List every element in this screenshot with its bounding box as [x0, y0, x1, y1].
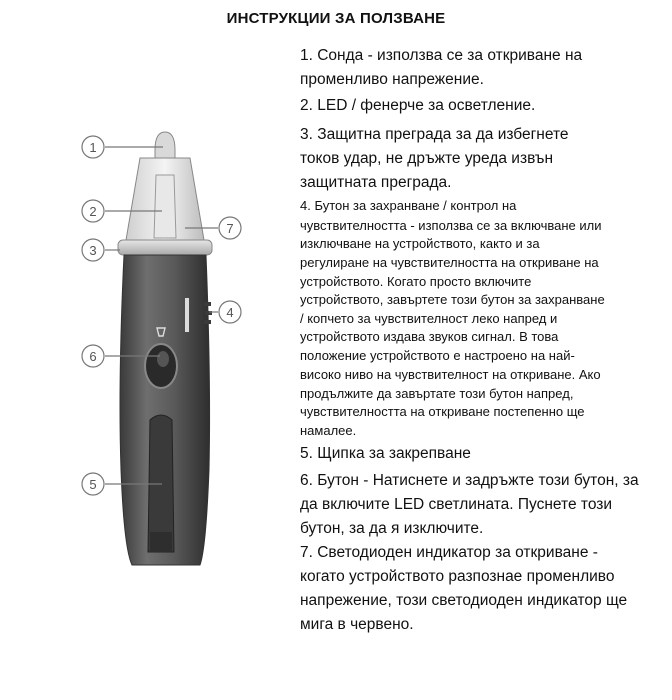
instruction-line: 1. Сонда - използва се за откриване на — [300, 47, 583, 64]
svg-text:1: 1 — [89, 140, 97, 155]
svg-text:4: 4 — [226, 305, 234, 320]
instruction-line: / копчето за чувствителност леко напред и — [300, 311, 558, 326]
svg-text:6: 6 — [89, 349, 97, 364]
instruction-line: мига в червено. — [300, 616, 414, 633]
led-lens — [154, 175, 176, 238]
instruction-line: токов удар, не дръжте уреда извън — [300, 150, 554, 167]
detection-led — [185, 298, 189, 332]
instruction-line: положение устройството е настроено на най- — [300, 348, 575, 363]
callout-4 — [219, 301, 241, 323]
instruction-line: регулиране на чувствителността на откриване на — [300, 255, 599, 270]
instruction-line: 3. Защитна преграда за да избегнете — [300, 126, 569, 143]
instruction-line: променливо напрежение. — [300, 71, 484, 88]
svg-text:7: 7 — [226, 221, 234, 236]
instruction-line: чувствителността - използва се за включване или — [300, 218, 602, 233]
callout-2 — [82, 200, 104, 222]
instruction-line: устройството. Когато просто включите — [300, 274, 532, 289]
instruction-line: продължите да завъртате този бутон напред, — [300, 386, 574, 401]
instruction-line: когато устройството разпознае променливо — [300, 568, 615, 585]
svg-text:5: 5 — [89, 477, 97, 492]
callout-3 — [82, 239, 104, 261]
callout-1 — [82, 136, 104, 158]
instruction-line: 2. LED / фенерче за осветление. — [300, 97, 536, 114]
instruction-line: високо ниво на чувствителност на откриване. Ако — [300, 367, 601, 382]
instruction-line: чувствителността на откриване постепенно ще — [300, 404, 585, 419]
protective-ring — [118, 240, 212, 255]
instruction-line: устройството издава звуков сигнал. В това — [300, 329, 559, 344]
instruction-line: бутон, за да я изключите. — [300, 520, 484, 537]
instruction-line: 5. Щипка за закрепване — [300, 445, 471, 462]
callout-5 — [82, 473, 104, 495]
instruction-line: 6. Бутон - Натиснете и задръжте този бутон, за — [300, 472, 639, 489]
svg-text:2: 2 — [89, 204, 97, 219]
power-wheel — [204, 302, 211, 306]
instruction-line: 7. Светодиоден индикатор за откриване - — [300, 544, 598, 561]
instruction-line: защитната преграда. — [300, 174, 452, 191]
instruction-line: напрежение, този светодиоден индикатор ще — [300, 592, 628, 609]
voltage-tester-diagram — [0, 0, 300, 700]
instruction-line: изключване на устройството, както и за — [300, 236, 540, 251]
page-title: ИНСТРУКЦИИ ЗА ПОЛЗВАНЕ — [226, 10, 446, 27]
instruction-line: намалее. — [300, 423, 357, 438]
instruction-line: да включите LED светлината. Пуснете този — [300, 496, 613, 513]
callout-6 — [82, 345, 104, 367]
svg-text:3: 3 — [89, 243, 97, 258]
instruction-line: устройството, завъртете този бутон за захранване — [300, 292, 605, 307]
instruction-line: 4. Бутон за захранване / контрол на — [300, 198, 517, 213]
callout-7 — [219, 217, 241, 239]
